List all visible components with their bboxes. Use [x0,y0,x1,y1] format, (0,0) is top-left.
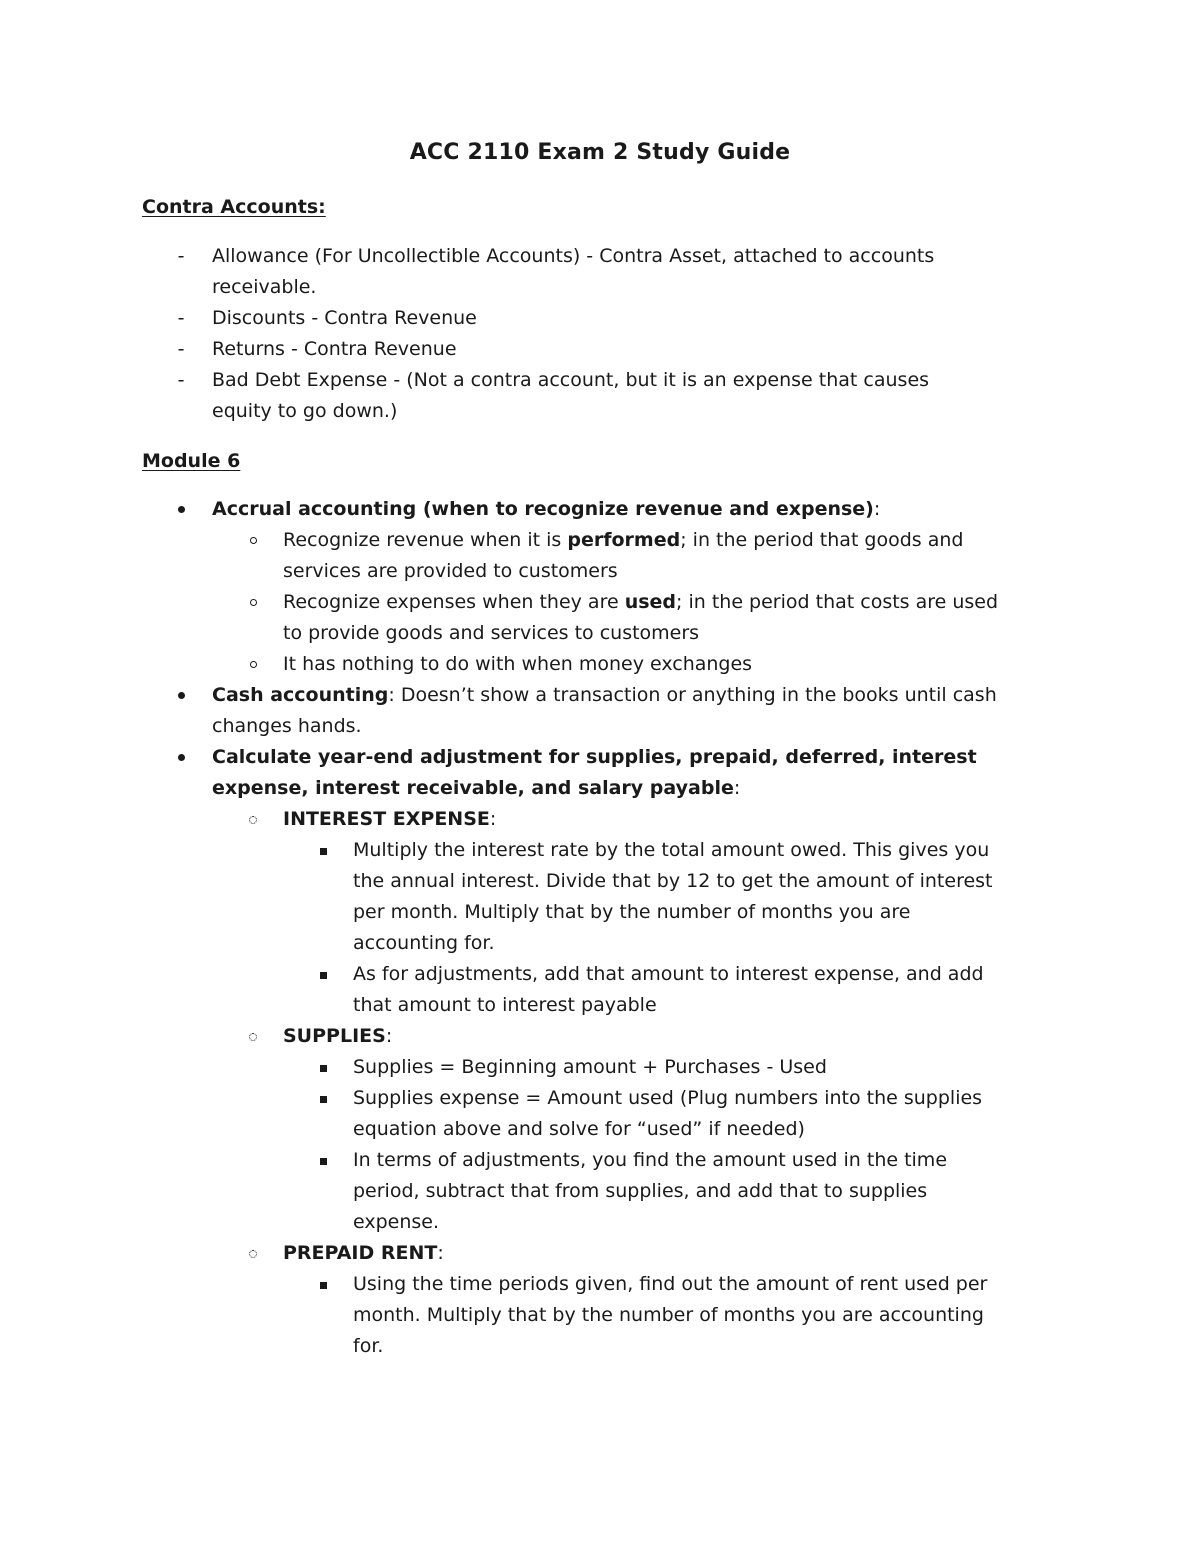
accrual-sub-revenue-line2: services are provided to customers [283,560,618,582]
bullet-dotted-circle-icon [249,1250,257,1258]
colon: : [385,1025,393,1047]
bullet-square-icon [320,1065,327,1072]
dash-marker: - [177,245,185,267]
cash-accounting-line1 [212,680,997,711]
dash-marker: - [177,307,185,329]
accrual-sub-money: It has nothing to do with when money exchanges [283,653,753,675]
interest-item-2-line1: As for adjustments, add that amount to interest expense, and add [353,963,984,985]
text-span: Recognize expenses when they are [283,591,625,613]
prepaid-item-1-line3: for. [353,1335,384,1357]
accrual-accounting-label: Accrual accounting (when to recognize revenue and expense) [212,498,874,520]
interest-expense-heading [283,804,496,835]
supplies-item-3-line3: expense. [353,1211,440,1233]
prepaid-item-1-line1: Using the time periods given, find out the amount of rent used per [353,1273,988,1295]
supplies-item-3-line1: In terms of adjustments, you find the amount used in the time [353,1149,948,1171]
bullet-circle-icon [250,599,257,606]
accrual-accounting-line [212,494,880,525]
calc-line1 [212,742,977,773]
interest-item-1-line1: Multiply the interest rate by the total amount owed. This gives you [353,839,990,861]
contra-accounts-heading: Contra Accounts: [142,196,326,218]
bullet-circle-icon [250,661,257,668]
accrual-sub-revenue-line1 [283,525,963,556]
interest-item-1-line4: accounting for. [353,932,495,954]
bold-term: performed [567,529,681,551]
page-title: ACC 2110 Exam 2 Study Guide [409,140,791,165]
supplies-item-3-line2: period, subtract that from supplies, and add that to supplies [353,1180,928,1202]
bullet-dotted-circle-icon [249,816,257,824]
interest-item-1-line2: the annual interest. Divide that by 12 to get the amount of interest [353,870,993,892]
text-span: Recognize revenue when it is [283,529,568,551]
text-span: ; in the period that goods and [680,529,964,551]
text-span: ; in the period that costs are used [676,591,999,613]
bullet-square-icon [320,972,327,979]
bullet-square-icon [320,848,327,855]
dash-marker: - [177,369,185,391]
accrual-sub-expense-line1 [283,587,998,618]
bullet-square-icon [320,1282,327,1289]
bullet-square-icon [320,1158,327,1165]
accrual-colon: : [873,498,881,520]
accrual-sub-expense-line2: to provide goods and services to customers [283,622,700,644]
text-span: : Doesn’t show a transaction or anything in the books until cash [388,684,997,706]
interest-item-2-line2: that amount to interest payable [353,994,657,1016]
module-6-heading: Module 6 [142,450,241,472]
bullet-dot-icon [178,754,185,761]
prepaid-rent-heading [283,1238,444,1269]
calc-label-line2: expense, interest receivable, and salary payable [212,777,734,799]
contra-item-bad-debt-line2: equity to go down.) [212,400,398,422]
contra-item-discounts: Discounts - Contra Revenue [212,307,477,329]
interest-expense-label: INTEREST EXPENSE [283,808,490,830]
colon: : [437,1242,444,1264]
calc-line2 [212,773,740,804]
prepaid-item-1-line2: month. Multiply that by the number of months you are accounting [353,1304,984,1326]
dash-marker: - [177,338,185,360]
bullet-dot-icon [178,692,185,699]
supplies-item-2-line1: Supplies expense = Amount used (Plug numbers into the supplies [353,1087,983,1109]
supplies-item-1: Supplies = Beginning amount + Purchases - Used [353,1056,827,1078]
bullet-circle-icon [250,537,257,544]
cash-accounting-line2: changes hands. [212,715,362,737]
contra-item-allowance-line2: receivable. [212,276,317,298]
bullet-square-icon [320,1096,327,1103]
contra-item-bad-debt-line1: Bad Debt Expense - (Not a contra account, but it is an expense that causes [212,369,930,391]
contra-item-allowance-line1: Allowance (For Uncollectible Accounts) - Contra Asset, attached to accounts [212,245,935,267]
prepaid-rent-label: PREPAID RENT [283,1242,438,1264]
contra-item-returns: Returns - Contra Revenue [212,338,457,360]
supplies-heading [283,1021,392,1052]
cash-accounting-label: Cash accounting [212,684,389,706]
supplies-label: SUPPLIES [283,1025,386,1047]
interest-item-1-line3: per month. Multiply that by the number of months you are [353,901,911,923]
supplies-item-2-line2: equation above and solve for “used” if needed) [353,1118,805,1140]
colon: : [489,808,497,830]
bold-term: used [624,591,677,613]
bullet-dot-icon [178,506,185,513]
bullet-dotted-circle-icon [249,1033,257,1041]
calc-label-line1: Calculate year-end adjustment for supplies, prepaid, deferred, interest [212,746,977,768]
calc-colon: : [733,777,741,799]
